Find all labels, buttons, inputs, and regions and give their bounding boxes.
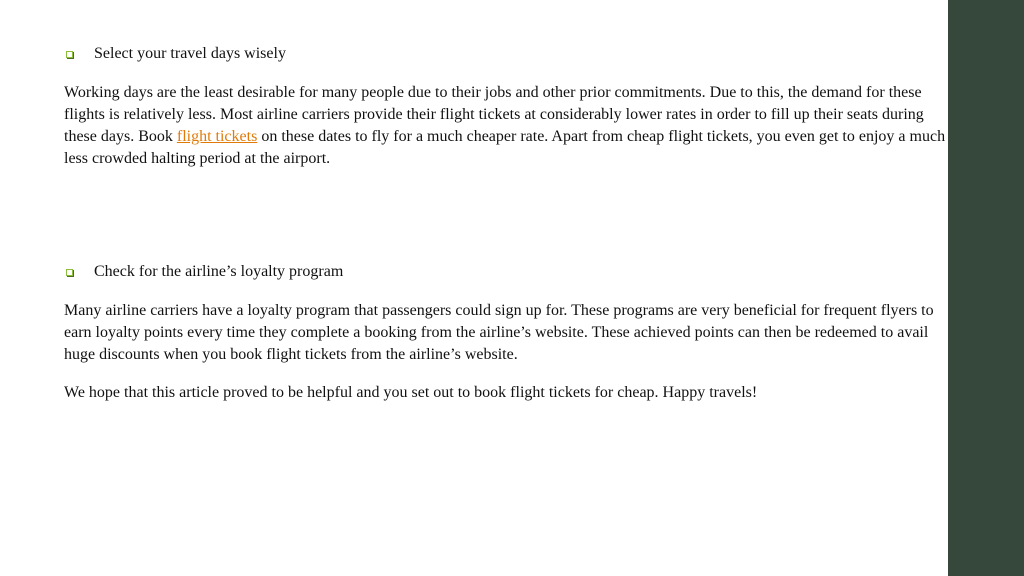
square-bullet-icon: [66, 269, 73, 276]
section-heading-travel-days: [66, 44, 948, 64]
flight-tickets-link[interactable]: flight tickets: [176, 128, 258, 145]
square-bullet-icon: [66, 51, 73, 58]
heading-text: Check for the airline’s loyalty program: [94, 263, 344, 280]
paragraph-text: on these dates to fly for a much cheaper rate. Apart from cheap flight tickets, you even get to enjoy a much less crowded halting period at the airport.: [64, 128, 946, 167]
paragraph-text: Working days are the least desirable for many people due to their jobs and other prior commitments. Due to this, the demand for these flights is relatively less. Most airline carriers provide their flight tickets at considerably lower rates in order to fill up their seats during these days. Book: [64, 84, 924, 145]
slide-content: [64, 44, 948, 404]
section-heading-loyalty-program: [66, 262, 948, 282]
heading-text: Select your travel days wisely: [94, 45, 286, 62]
paragraph-travel-days: [64, 82, 948, 170]
paragraph-loyalty-program: Many airline carriers have a loyalty program that passengers could sign up for. These programs are very beneficial for frequent flyers to earn loyalty points every time they complete a booking from the airline’s website. These achieved points can then be redeemed to avail huge discounts when you book flight tickets from the airline’s website.: [64, 302, 934, 363]
paragraph-closing: We hope that this article proved to be helpful and you set out to book flight tickets for cheap. Happy travels!: [64, 384, 758, 401]
decorative-sidebar: [948, 0, 1024, 576]
